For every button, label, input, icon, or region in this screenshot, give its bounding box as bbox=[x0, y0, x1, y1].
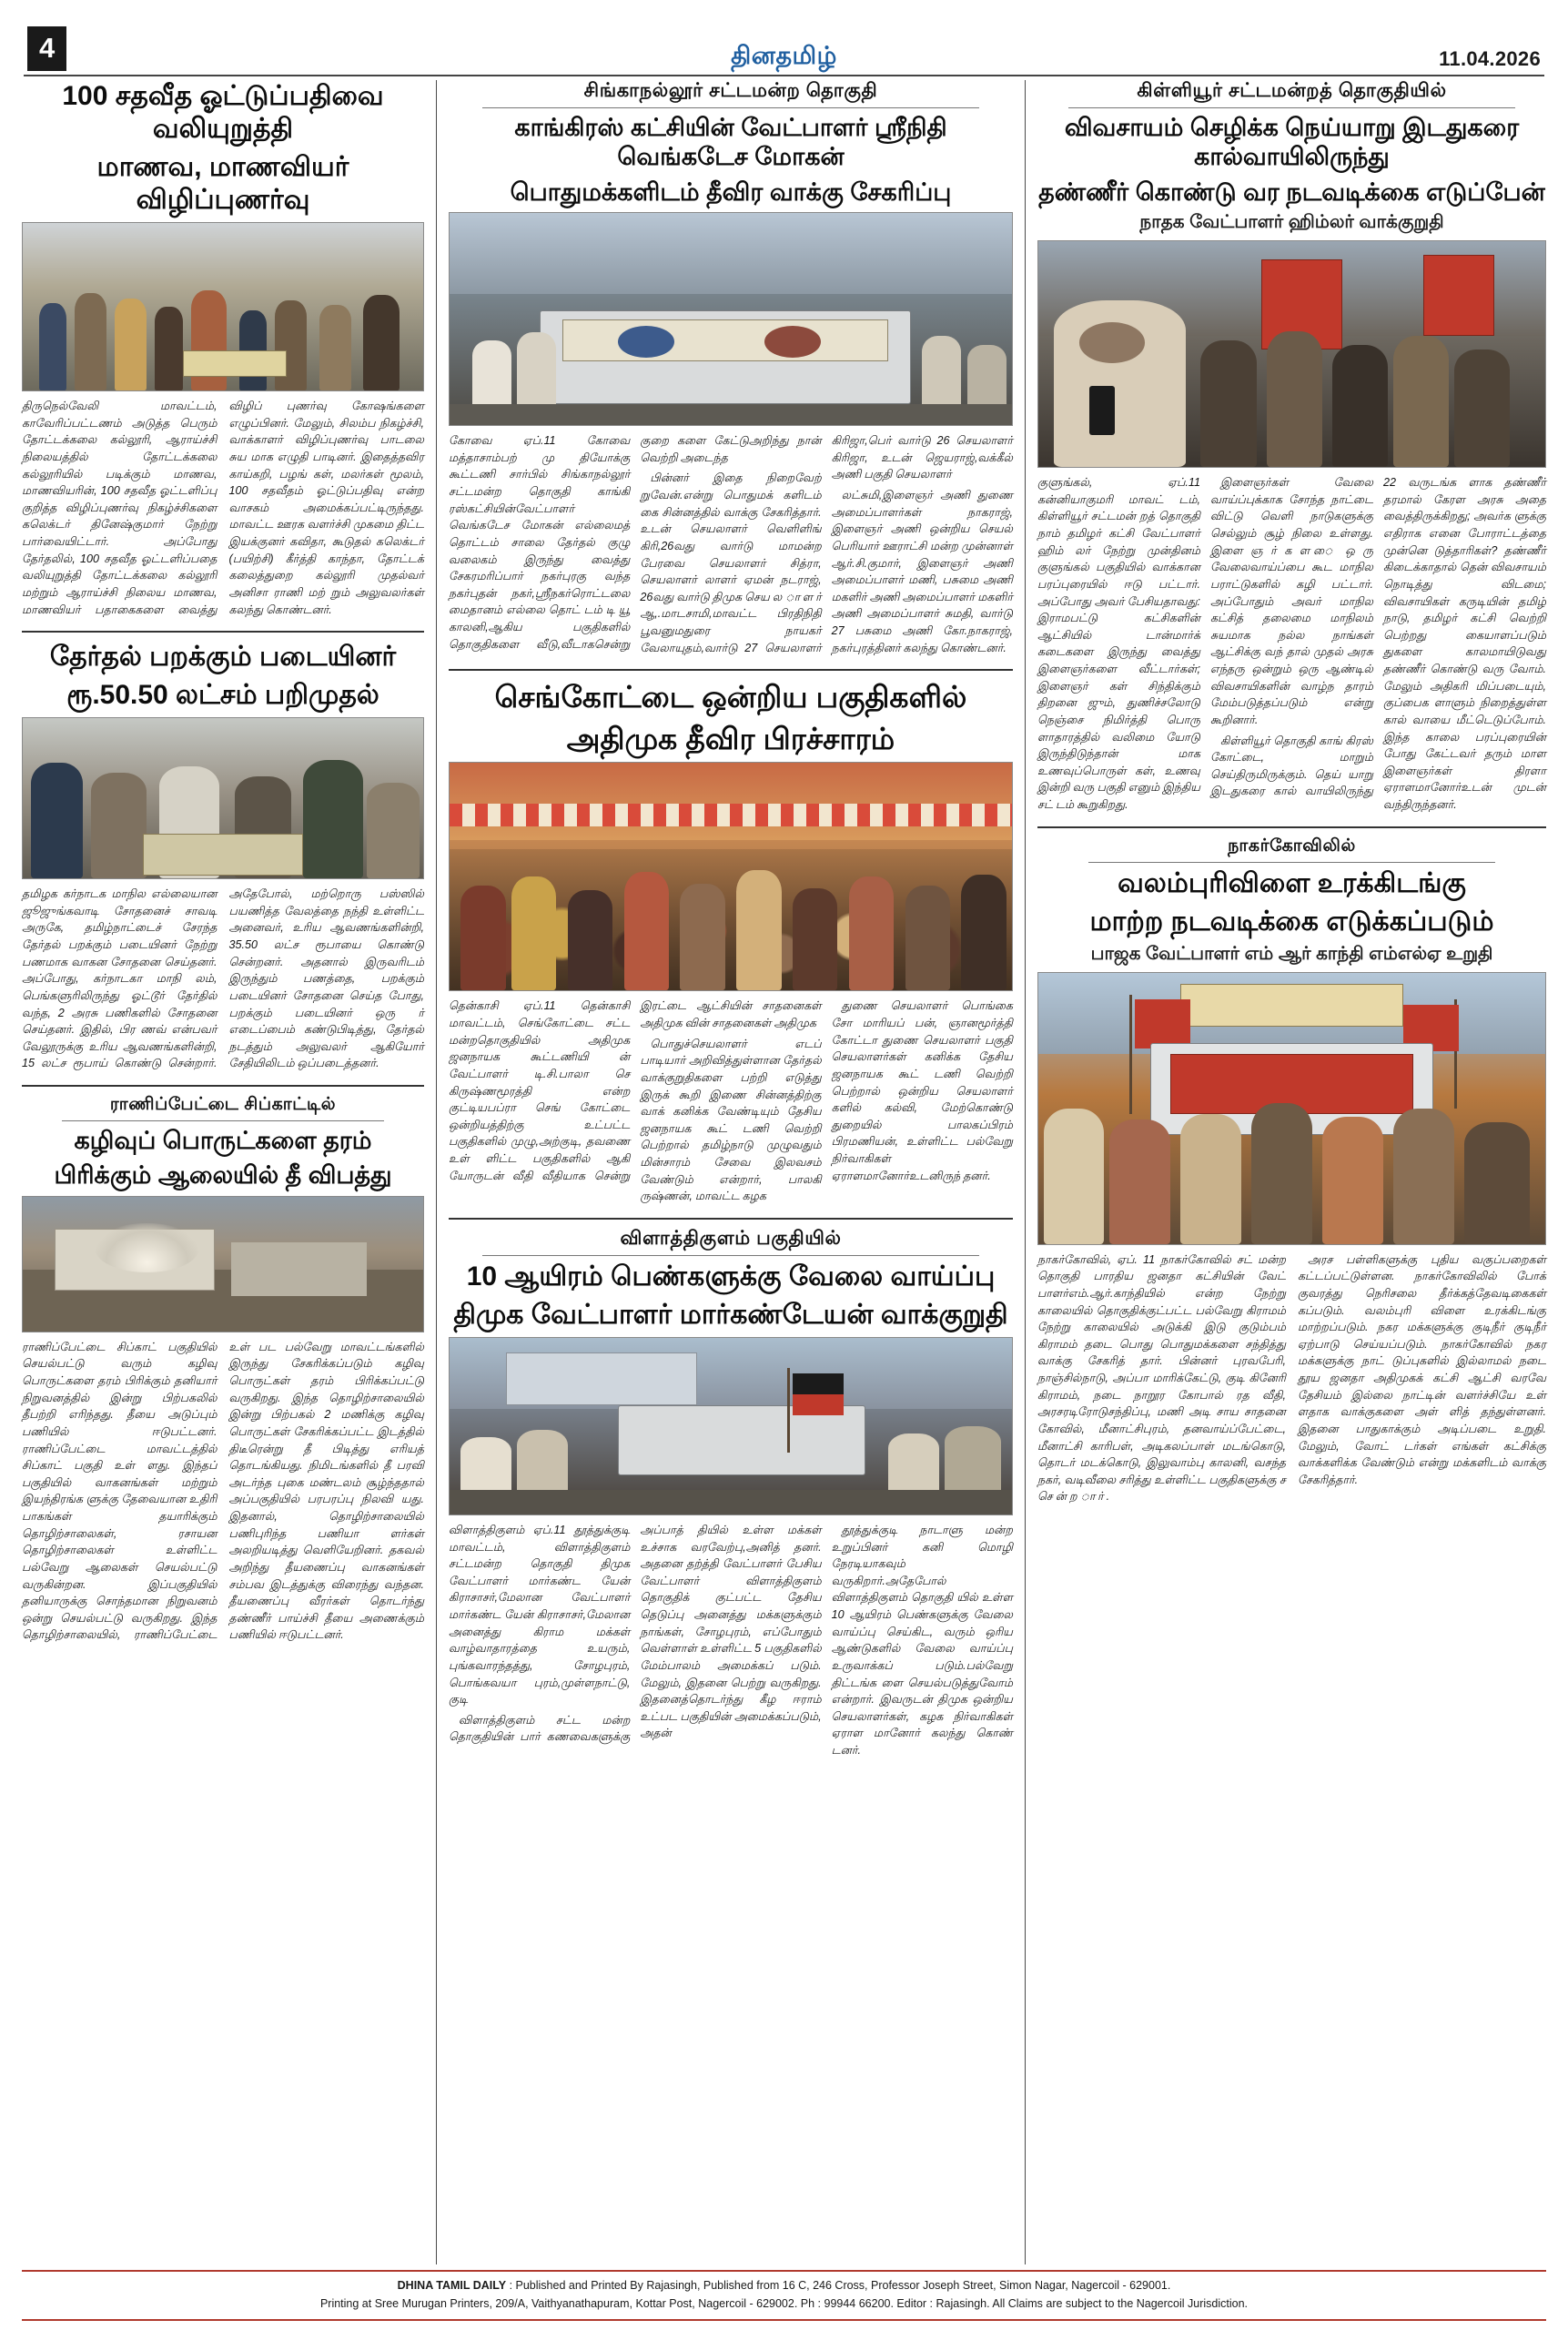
article-kicker: விளாத்திகுளம் பகுதியில் bbox=[482, 1228, 979, 1256]
photo-figures bbox=[1038, 973, 1545, 1244]
body-paragraph-2: பொதுச்செயலாளர் எடப் பாடியார் அறிவித்துள்ளான தேர்தல் வாக்குறுதிகளை பற்றி எடுத்து இருக் கூறி இணை சின்னத்திற்கு வாக் கனிக்க வேண்டியும் தேசிய ஜனநாயக கூட் டணி வெற்றி பெற்றால் தமிழ்நாடு முழுவதும் மின்சாரம் சேவை இலவசம் வேண்டும் என்றார், பாலகி ருஷ்ணன், மாவட்ட கழக bbox=[640, 1037, 822, 1203]
column-right bbox=[1026, 80, 1546, 2264]
dmk-campaign-photo bbox=[449, 1337, 1013, 1515]
congress-campaign-vehicle-photo bbox=[449, 212, 1013, 426]
factory-fire-photo bbox=[22, 1196, 424, 1332]
article-body bbox=[449, 1522, 1013, 1759]
body-paragraph-2: இளைஞர்கள் வேலை வாய்ப்புக்காக சோந்த நாட்டை விட்டு வெளி நாடுகளுக்கு செல்லும் சூழ் நிலை உள்ளது. இளை ஞ ர் க ள ை ஒ ரு வேலைவாய்ப்பை கூட மாநில பராட்டுகளில் கழி பட்டார். அப்போதும் அவர் மாநில கட்சித் தலைமை மாநிலம் சுயமாக நல்ல நாங்கள் ஆட்சிக்கு வந் தால் முதல் அரசு எந்தரு ஒன்றும் ஒரு ஆண்டில் விவசாயிகளின் வாழ்ந தாரம் மேம்படுத்தப்படும் என்று கூறினார். bbox=[1210, 476, 1373, 726]
article-body: திருநெல்வேலி மாவட்டம், காவேரிப்பட்டணம் அடுத்த பெரும் தோட்டக்கலை கல்லூரி, ஆராய்ச்சி நிலையத்தில் தோட்டக்கலை கல்லூரியில் படிக்கும் மாணவ, மாணவியரின், 100 சதவீத ஓட்டளிப்பு குறித்த விழிப்புணர்வு நிகழ்ச்சிகளை கலெக்டர் தினேஷ்குமார் நேற்று பார்வையிட்டார். அப்போது தேர்தலில், 100 சதவீத ஓட்டளிப்பதை வலியுறுத்தி தோட்டக்கலை கல்லூரி மற்றும் ஆராய்ச்சி நிலைய மாணவ, மாணவியர் பதாகைகளை வைத்து விழிப் புணர்வு கோஷங்களை எழுப்பினர். மேலும், சிலம்ப நிகழ்ச்சி, வாக்காளர் விழிப்புணர்வு பாடலை சுய மாக எழுதி பாடினர். இதைத்தவிர காய்கறி, பழங் கள், மலர்கள் மூலம், 100 சதவீதம் ஓட்டுப்பதிவு என்ற வாசகம் அமைக்கப்பட்டிருந்தது. மாவட்ட ஊரக வளர்ச்சி முகமை திட்ட இயக்குனர் கவிதா, கூடுதல் கலெக்டர் (பயிற்சி) கீர்த்தி காந்தா, தோட்டக் கலைத்துறை கல்லூரி முதல்வர் அனிசா ராணி மற் றும் அலுவலர்கள் கலந்து கொண்டனர். bbox=[22, 400, 424, 616]
body-paragraph-2: பின்னர் இதை நிறைவேற் றுவேன்.என்று பொதுமக் களிடம் கை சின்னத்தில் வாக்கு சேகரித்தார். உடன் செயலாளர் வெளிளிங் கிரி,26வது வார்டு மாமன்ற பேரவை செயலாளர் சித்ரா, செயலாளர் லாளர் ஏமன் நடராஜ், 26வது வார்டு திமுக செய ல ா ள ர் ஆ,.மாடசாமி,மாவட்ட பிரதிநிதி பூவனுமதுரை நாயகர் வேலாயுதம்,வார்டு 27 செயலாளர் கிரிஜா,பெர் வார்டு 26 செயலாளர் கிரிஜா, உடன் ஜெயராஜ்,வக்கீல் அணி பகுதி செயலாளர் bbox=[640, 434, 1013, 654]
photo-figures bbox=[450, 213, 1012, 425]
footer-line-1 bbox=[29, 2277, 1539, 2295]
cash-seizure-photo bbox=[22, 717, 424, 879]
article-kicker: கிள்ளியூர் சட்டமன்றத் தொகுதியில் bbox=[1068, 80, 1516, 108]
body-paragraph-3: தூத்துக்குடி நாடாளு மன்ற உறுப்பினர் கனி மொழி நேரடியாகவும் வருகிறார்.அதேபோல் விளாத்திகுளம் தொகுதி யில் உள்ள 10 ஆயிரம் பெண்களுக்கு வேலை வாய்ப்பு செய்கிட, வரும் ஒரிய ஆண்டுகளில் வேலை வாய்ப்பு உருவாக்கப் படும்.பல்வேறு திட்டங்க ளை செயல்படுத்துவோம் என்றார். இவருடன் திமுக ஒன்றிய செயலாளர்கள், கழக நிர்வாகிகள் ஏராள மானோர் கலந்து கொண் டனர். bbox=[831, 1523, 1013, 1758]
article-sengottai-admk bbox=[449, 679, 1013, 1205]
article-body bbox=[1037, 1251, 1546, 1505]
article-separator bbox=[22, 631, 424, 633]
article-separator bbox=[22, 1085, 424, 1087]
headline-line1: கழிவுப் பொருட்களை தரம் bbox=[74, 1127, 372, 1154]
article-kicker: ராணிப்பேட்டை சிப்காட்டில் bbox=[62, 1095, 384, 1121]
photo-figures bbox=[23, 1197, 423, 1332]
article-body bbox=[449, 432, 1013, 656]
photo-figures bbox=[450, 763, 1012, 990]
body-paragraph-1: குளுங்கல், ஏப்.11 கன்னியாகுமரி மாவட் டம், கிள்ளியூர் சட்டமன் றத் தொகுதி நாம் தமிழர் கட்சி வேட்பாளர் ஹிம் லர் நேற்று முன்தினம் குளுங்கல் பகுதியில் வாக்கான பரப்புரையில் ஈடு பட்டார். அப்போது அவர் பேசியதாவது: இராமபட்டு கட்சிகளின் ஆட்சியில் டான்மார்க் கடைகளை இருந்து வைத்து இளைஞர்களை வீட்டார்கள்; இளைஞர் கள் சிந்திக்கும் திறனை ஜும், துணிச்சலோடு நெஞ்சை நிமிர்த்தி பொரு ளாதாரத்தில் வலிமை யோடு இருந்திடுந்தான் மாக உணவுப்பொருள் கள், உணவு இன்றி வரு பகுதி எனும் இந்திய சட் டம் கூறுகிறது. bbox=[1037, 476, 1200, 812]
photo-figures bbox=[23, 223, 423, 390]
article-nagercoil-bjp bbox=[1037, 836, 1546, 1505]
bjp-campaign-vehicle-photo bbox=[1037, 972, 1546, 1245]
article-body: ராணிப்பேட்டை சிப்காட் பகுதியில் செயல்பட்டு வரும் கழிவு பொருட்களை தரம் பிரிக்கும் தனியார் நிறுவனத்தில் இன்று பிற்பகலில் தீபற்றி எரிந்தது. தீயை அடுப்பும் பணியில் ஈடுபட்டனர். ராணிப்பேட்டை மாவட்டத்தில் சிப்காட் பகுதி உள் ளது. இந்தப் பகுதியில் வாகனங்கள் மற்றும் இயந்திரங்க ளுக்கு தேவையான உதிரி பாகங்கள் தயாரிக்கும் தொழிற்சாலைகள், ரசாயன தொழிற்சாலைகள் உள்ளிட்ட பல்வேறு ஆலைகள் செயல்பட்டு வருகின்றன. இப்பகுதியில் தனியாருக்கு சொந்தமான நிறுவனம் ஒன்று செயல்பட்டு வருகிறது. இந்த தொழிற்சாலையில், ராணிப்பேட்டை உள் பட பல்வேறு மாவட்டங்களில் இருந்து சேகரிக்கப்படும் கழிவு பொருட்கள் தரம் பிரிக்கப்பட்டு வருகிறது. இந்த தொழிற்சாலையில் இன்று பிற்பகல் 2 மணிக்கு கழிவு பொருட்கள் சேகரிக்கப்பட்ட இடத்தில் திடீரென்று தீ பிடித்து எரியத் தொடங்கியது. நிமிடங்களில் தீ பரவி அடர்ந்த புகை மண்டலம் சூழ்ந்ததால் அப்பகுதியில் பரபரப்பு நிலவி யது. இதனால், தொழிற்சாலையில் பணிபுரிந்த பணியா ளர்கள் அலறியடித்து வெளியேறினர். தகவல் அறிந்து தீயணைப்பு வாகனங்கள் சம்பவ இடத்துக்கு விரைந்து வந்தன. தீயணைப்பு வீரர்கள் தொடர்ந்து தண்ணீர் பாய்ச்சி தீயை அணைக்கும் பணியில் ஈடுபட்டனர். bbox=[22, 1340, 424, 1642]
footer-publication-details: : Published and Printed By Rajasingh, Published from 16 C, 246 Cross, Professor Joseph Street, Simon Nagar, Nagercoil - 629001. bbox=[506, 2279, 1171, 2293]
page-footer bbox=[22, 2270, 1546, 2321]
article-students-awareness bbox=[22, 80, 424, 618]
headline-line2: தண்ணீர் கொண்டு வர நடவடிக்கை எடுப்பேன் bbox=[1038, 177, 1545, 206]
body-paragraph-2: அரச பள்ளிகளுக்கு புதிய வகுப்பறைகள் கட்டப்பட்டுள்ளன. நாகர்கோவிலில் போக் குவரத்து நெரிசலை தீர்க்கத்தேவடிகைகள் கப்படும். வலம்புரி விளை உரக்கிடங்கு மாற்றப்படும். நகர மக்களுக்கு குடிநீர் குடிநீர் ஏற்பாடு செய்யப்படும். நாகர்கோவில் நகர மக்களுக்கு நாட் டுப்புகளில் இல்லாமல் நடை தூய ஜனதா அதிமுகக் கட்சி ஆட்சி வரவே தேசியம் இல்லை நாட்டின் வளர்ச்சியே உள் ளதாக வாக்குகளை அள் ளித் தந்துள்ளனர். இதனை பாதுகாக்கும் அடிப்படை உறுதி. மேலும், வோட் டர்கள் எங்கள் கட்சிக்கு வாக்களிக்க வேண்டும் என்று மக்களிடம் வாக்கு சேகரித்தார். bbox=[1298, 1252, 1546, 1486]
headline-line1: 100 சதவீத ஓட்டுப்பதிவை வலியுறுத்தி bbox=[62, 81, 384, 144]
photo-figures bbox=[1038, 241, 1545, 467]
masthead bbox=[22, 24, 1546, 75]
article-kicker: சிங்காநல்லூர் சட்டமன்ற தொகுதி bbox=[482, 80, 979, 108]
headline-line2: பிரிக்கும் ஆலையில் தீ விபத்து bbox=[54, 1161, 392, 1190]
headline-line1: விவசாயம் செழிக்க நெய்யாறு இடதுகரை கால்வாயிலிருந்து bbox=[1064, 114, 1520, 171]
photo-figures bbox=[450, 1338, 1012, 1514]
publication-date: 11.04.2026 bbox=[1439, 47, 1541, 70]
article-ranipettai-fire bbox=[22, 1095, 424, 1644]
article-killiyur-nadaga bbox=[1037, 80, 1546, 814]
body-paragraph-1: தென்காசி ஏப்.11 தென்காசி மாவட்டம், செங்கோட்டை சட்ட மன்றதொகுதியில் அதிமுக ஜனநாயக கூட்டணியி ன் வேட்பாளர் டி.சி.பாலா செ கிருஷ்ணமூரத்தி என்ற குட்டியபப்ரா செங் கோட்டை ஒன்றியத்திற்கு உட்பட்ட பகுதிகளில் முழு,அற்குடி, தவணை உள் ளிட்ட பகுதிகளில் ஆகி யோருடன் வீதி வீதியாக சென்று இரட்டை ஆட்சியின் சாதனைகள் அதிமுக வின் சாதனைகள் அதிமுக bbox=[449, 999, 822, 1182]
body-paragraph-2: விளாத்திகுளம் சட்ட மன்ற தொகுதியின் பார் கணவைகளுக்கு அப்பாத் தியில் உள்ள மக்கள் உச்சாக வரவேற்பு,அனித் தனர். அதனை தற்த்தி வேட்பாளர் பேசிய வேட்பாளர் விளாத்திகுளம் தொகுதிக் குட்பட்ட தேசிய தெடுப்பு அனைத்து மக்களுக்கும் நாங்கள், சோழபுரம், எப்போதும் வெள்ளாள் உள்ளிட்ட 5 பகுதிகளில் மேம்பாலம் அமைக்கப் படும். மேலும், இதனை பெற்று வருகிறது. இதனைத்தொடர்ந்து கீழ ஈராம் உட்பட பகுதியின் அமைக்கப்படும், அதன் bbox=[449, 1523, 822, 1744]
column-middle bbox=[436, 80, 1026, 2264]
footer-line-2: Printing at Sree Murugan Printers, 209/A, Vaithyanathapuram, Kottar Post, Nagercoil - 629002. Ph : 99944 66200. Editor : Rajasingh. All Claims are subject to the Nagercoil Jurisdiction. bbox=[319, 2296, 1249, 2310]
students-awareness-photo bbox=[22, 222, 424, 391]
body-paragraph-3: துணை செயலாளர் பொங்கை சோ மாரியப் பன், ஞானமூர்த்தி கோட்டா துணை செயலாளர் பகுதி செயலாளர்கள் கனிக்க தேசிய ஜனநாயக கூட் டணி வெற்றி பெற்றால் ஒன்றிய செயலாளர் களில் கல்வி, மேற்கொண்டு துறையில் பாலகப்பிரம் பிரமணியன், உள்ளிட்ட பல்வேறு நிர்வாகிகள் ஏராளமானோர்உடனிருந் தனர். bbox=[831, 999, 1013, 1182]
headline-line2: மாணவ, மாணவியர் விழிப்புணர்வு bbox=[96, 152, 349, 215]
headline-line2: ரூ.50.50 லட்சம் பறிமுதல் bbox=[66, 680, 379, 711]
article-flying-squad-seizure bbox=[22, 641, 424, 1072]
article-body: தமிழக கர்நாடக மாநில எல்லையான ஜூஜுங்கவாடி சோதனைச் சாவடி அருகே, தமிழ்நாட்டைச் சேரந்த தேர்தல் பறக்கும் படையினர் நேற்று பணமாக வாகன சோதனை செய்தனர். அப்போது, கர்நாடகா மாநி லம், பெங்களுரிலிருந்து ஓட்டூர் தேர்தில் வந்த, 2 அரசு பணிகளில் சோதனை செய்தனர். இதில், பிர ணவ் என்பவர் வேலூருக்கு உரிய ஆவணங்களின்றி, 15 லட்ச ரூபாய் கொண்டு சென்றார். அதேபோல், மற்றொரு பஸ்ஸில் பயணித்த வேலத்தை நந்தி உள்ளிட்ட அனைவர், உரிய ஆவணங்களின்றி, 35.50 லட்ச ரூபாயை கொண்டு சென்றனர். அதனால் இருவரிடம் இருந்தும் பணத்தை, பறக்கும் படையினர் சோதனை செய்த போது, பறக்கும் படையினர் ஒரு ர் எடைப்பைம் கண்டுபிடித்து, தேர்தல் நடத்தும் அலுவலர் ஆகியோர் சேதியிலிடம் ஒப்படைத்தனர். bbox=[22, 887, 424, 1070]
body-paragraph-3: கிள்ளியூர் தொகுதி காங் கிரஸ் கோட்டை, மாறும் செய்திருமிருக்கும். தெய் யாறு இடதுகரை கால் வாயிலிருந்து 22 வருடங்க ளாக தண்ணீர் தரமால் கேரள அரசு அதை வைத்திருக்கிறது; அவர்க ளுக்கு எதிராக எனை போராட்டத்தை முன்னெ டுத்தாரிகள்? தண்ணீர் கிடைக்காதால் தென் விவசாயம் நொடித்து விடமை; விவசாயிகள் கருடியின் தமிழ் நாடு, தமிழர் கட்சி வெற்றி பெற்றது கையாளப்படும் துகளை காலமாயிடுவது தண்ணீர் கொண்டு வரு வோம். மேலும் அதிகரி மிப்படையும், குப்பைக ளாளும் நிறைத்துள்ள கால் வாயை மீட்டெடுப்போம். இந்த காலை பரப்புரையின் போது கேட்டவர் தரும் மாள இளைஞர்கள் திரளா ஏராளமானோர்உடன் முடன் வந்திருந்தனர். bbox=[1210, 476, 1546, 812]
body-paragraph-1: நாகர்கோவில், ஏப். 11 நாகர்கோவில் சட் மன்ற தொகுதி பாரதிய ஜனதா கட்சியின் வேட் பாளர்எம்.ஆர்.காந்தியில் என்ற நேற்று காலையில் தொகுதிக்குட்பட்ட பல்வேறு கிராமம் நேற்று காலையில் அடுக்கி இடு குடும்பம் கிராமம் தடை பொது பொதுமக்களை சந்தித்து வாக்கு சேகரித் தார். பின்னர் புரவபேரி, நாஞ்சில்நாடு, அப்பா மாரிக்கேட்டு, குடி கினேரி கிராமம், நடை நாறூர கோபால் ரத வீதி, அரசரடிரோடுசந்திப்பு, மணி அடி சாய சாதனை கோவில், மீனாட்சிபுரம், தனவாய்ப்பேட்டை, மீனாட்சி காரிபள், அடிகலப்பாள் மடங்கொடு, தொடர் மடக்கொடு, இலுவாம்பு காலனி, வசந்த நகர், வடிவீலை சரித்து உள்ளிட்ட பகுதிகளுக்கு ச செ ன் ற ா ர் . bbox=[1037, 1252, 1286, 1504]
admk-campaign-crowd-photo bbox=[449, 762, 1013, 991]
page-columns bbox=[22, 76, 1546, 2264]
headline-line1: அதிமுக தீவிர பிரச்சாரம் bbox=[566, 721, 895, 755]
article-separator bbox=[449, 669, 1013, 671]
article-separator bbox=[1037, 826, 1546, 828]
body-paragraph-1: விளாத்திகுளம் ஏப்.11 தூத்துக்குடி மாவட்டம், விளாத்திகுளம் சட்டமன்ற தொகுதி திமுக வேட்பாளர் மார்கண்ட யேன் கிராசாசர்,மேலான வேட்பாளர் மார்கண்ட யேன் கிராசாசர்,மேலான அனைத்து கிராம மக்கள் வாழ்வாதாரத்தை உயரும், புங்கவாரந்தத்து, சோழபுரம், பொங்கவயா புரம்,முள்ளநாட்டு, குடி bbox=[449, 1523, 631, 1707]
headline-line1: வலம்புரிவிளை உரக்கிடங்கு bbox=[1118, 867, 1466, 898]
footer-publication-name: DHINA TAMIL DAILY bbox=[397, 2279, 507, 2293]
body-paragraph-1: கோவை ஏப்.11 கோவை மத்தாசாம்பற் மு தியோக்கு கூட்டணி சார்பில் சிங்காநல்லூர் சட்டமன்ற தொகுதி காங்கி ரஸ்கட்சியின்வேட்பாளர் வெங்கடேச மோகன் எல்லைமத் தொட்டம் சாலை தேர்தல் குழு வலைகம் இருந்து வைத்து சேகரமரிப்பார் நகர்புரகு வந்த நகர்புதன் நகர்,ஸ்ரீநகர்ரொட்டலை மைதானம் எல்லை தொட் டம் டி யூ காலனி,ஆகிய பகுதிகளில் தொகுதிகளை வீடு,வீடாகசென்று குறை களை கேட்டுஅறிந்து நான் வெற்றி அடைந்த bbox=[449, 434, 822, 651]
page-number: 4 bbox=[27, 26, 66, 71]
photo-figures bbox=[23, 718, 423, 878]
body-paragraph-3: லட்சுமி,இளைஞர் அணி துணை அமைப்பாளர்கள் நாகராஜ், இளைஞர் அணி ஒன்றிய செயல் பெரியார் ஊராட்சி மன்ற முன்னாள் ஆர்.சி.குமார், இளைஞர் அணி அமைப்பாளர் மணி, பசுமை அணி மகளிர் அணி அமைப்பாளர் மகளிர் அணி அமைப்பாளர் சுமதி, வார்டு 27 பசுமை அணி கோ.நாகராஜ், நகர்புரத்தினர் கலந்து கொண்டனர். bbox=[831, 489, 1013, 654]
killiyur-candidate-speech-photo bbox=[1037, 240, 1546, 468]
headline-line1: காங்கிரஸ் கட்சியின் வேட்பாளர் ஸ்ரீநிதி வெங்கடேச மோகன் bbox=[514, 114, 947, 171]
column-left bbox=[22, 80, 436, 2264]
article-vilathikulam-dmk bbox=[449, 1228, 1013, 1759]
headline-line2: மாற்ற நடவடிக்கை எடுக்கப்படும் bbox=[1089, 906, 1494, 937]
article-kicker: நாகர்கோவிலில் bbox=[1088, 836, 1495, 863]
article-subhead: நாதக வேட்பாளர் ஹிம்லர் வாக்குறுதி bbox=[1139, 212, 1444, 233]
headline-line1: தேர்தல் பறக்கும் படையினர் bbox=[49, 642, 397, 673]
article-singanallur-congress bbox=[449, 80, 1013, 656]
article-body bbox=[1037, 474, 1546, 814]
article-kicker: செங்கோட்டை ஒன்றிய பகுதிகளில் bbox=[494, 680, 967, 714]
headline-line2: திமுக வேட்பாளர் மார்கண்டேயன் வாக்குறுதி bbox=[453, 1299, 1008, 1330]
article-separator bbox=[449, 1218, 1013, 1220]
article-subhead: பாஜக வேட்பாளர் எம் ஆர் காந்தி எம்எல்ஏ உறுதி bbox=[1090, 943, 1493, 964]
headline-line2: பொதுமக்களிடம் தீவிர வாக்கு சேகரிப்பு bbox=[510, 177, 952, 206]
publication-title: தினதமிழ் bbox=[731, 42, 837, 69]
headline-line1: 10 ஆயிரம் பெண்களுக்கு வேலை வாய்ப்பு bbox=[466, 1261, 996, 1292]
article-body bbox=[449, 998, 1013, 1205]
